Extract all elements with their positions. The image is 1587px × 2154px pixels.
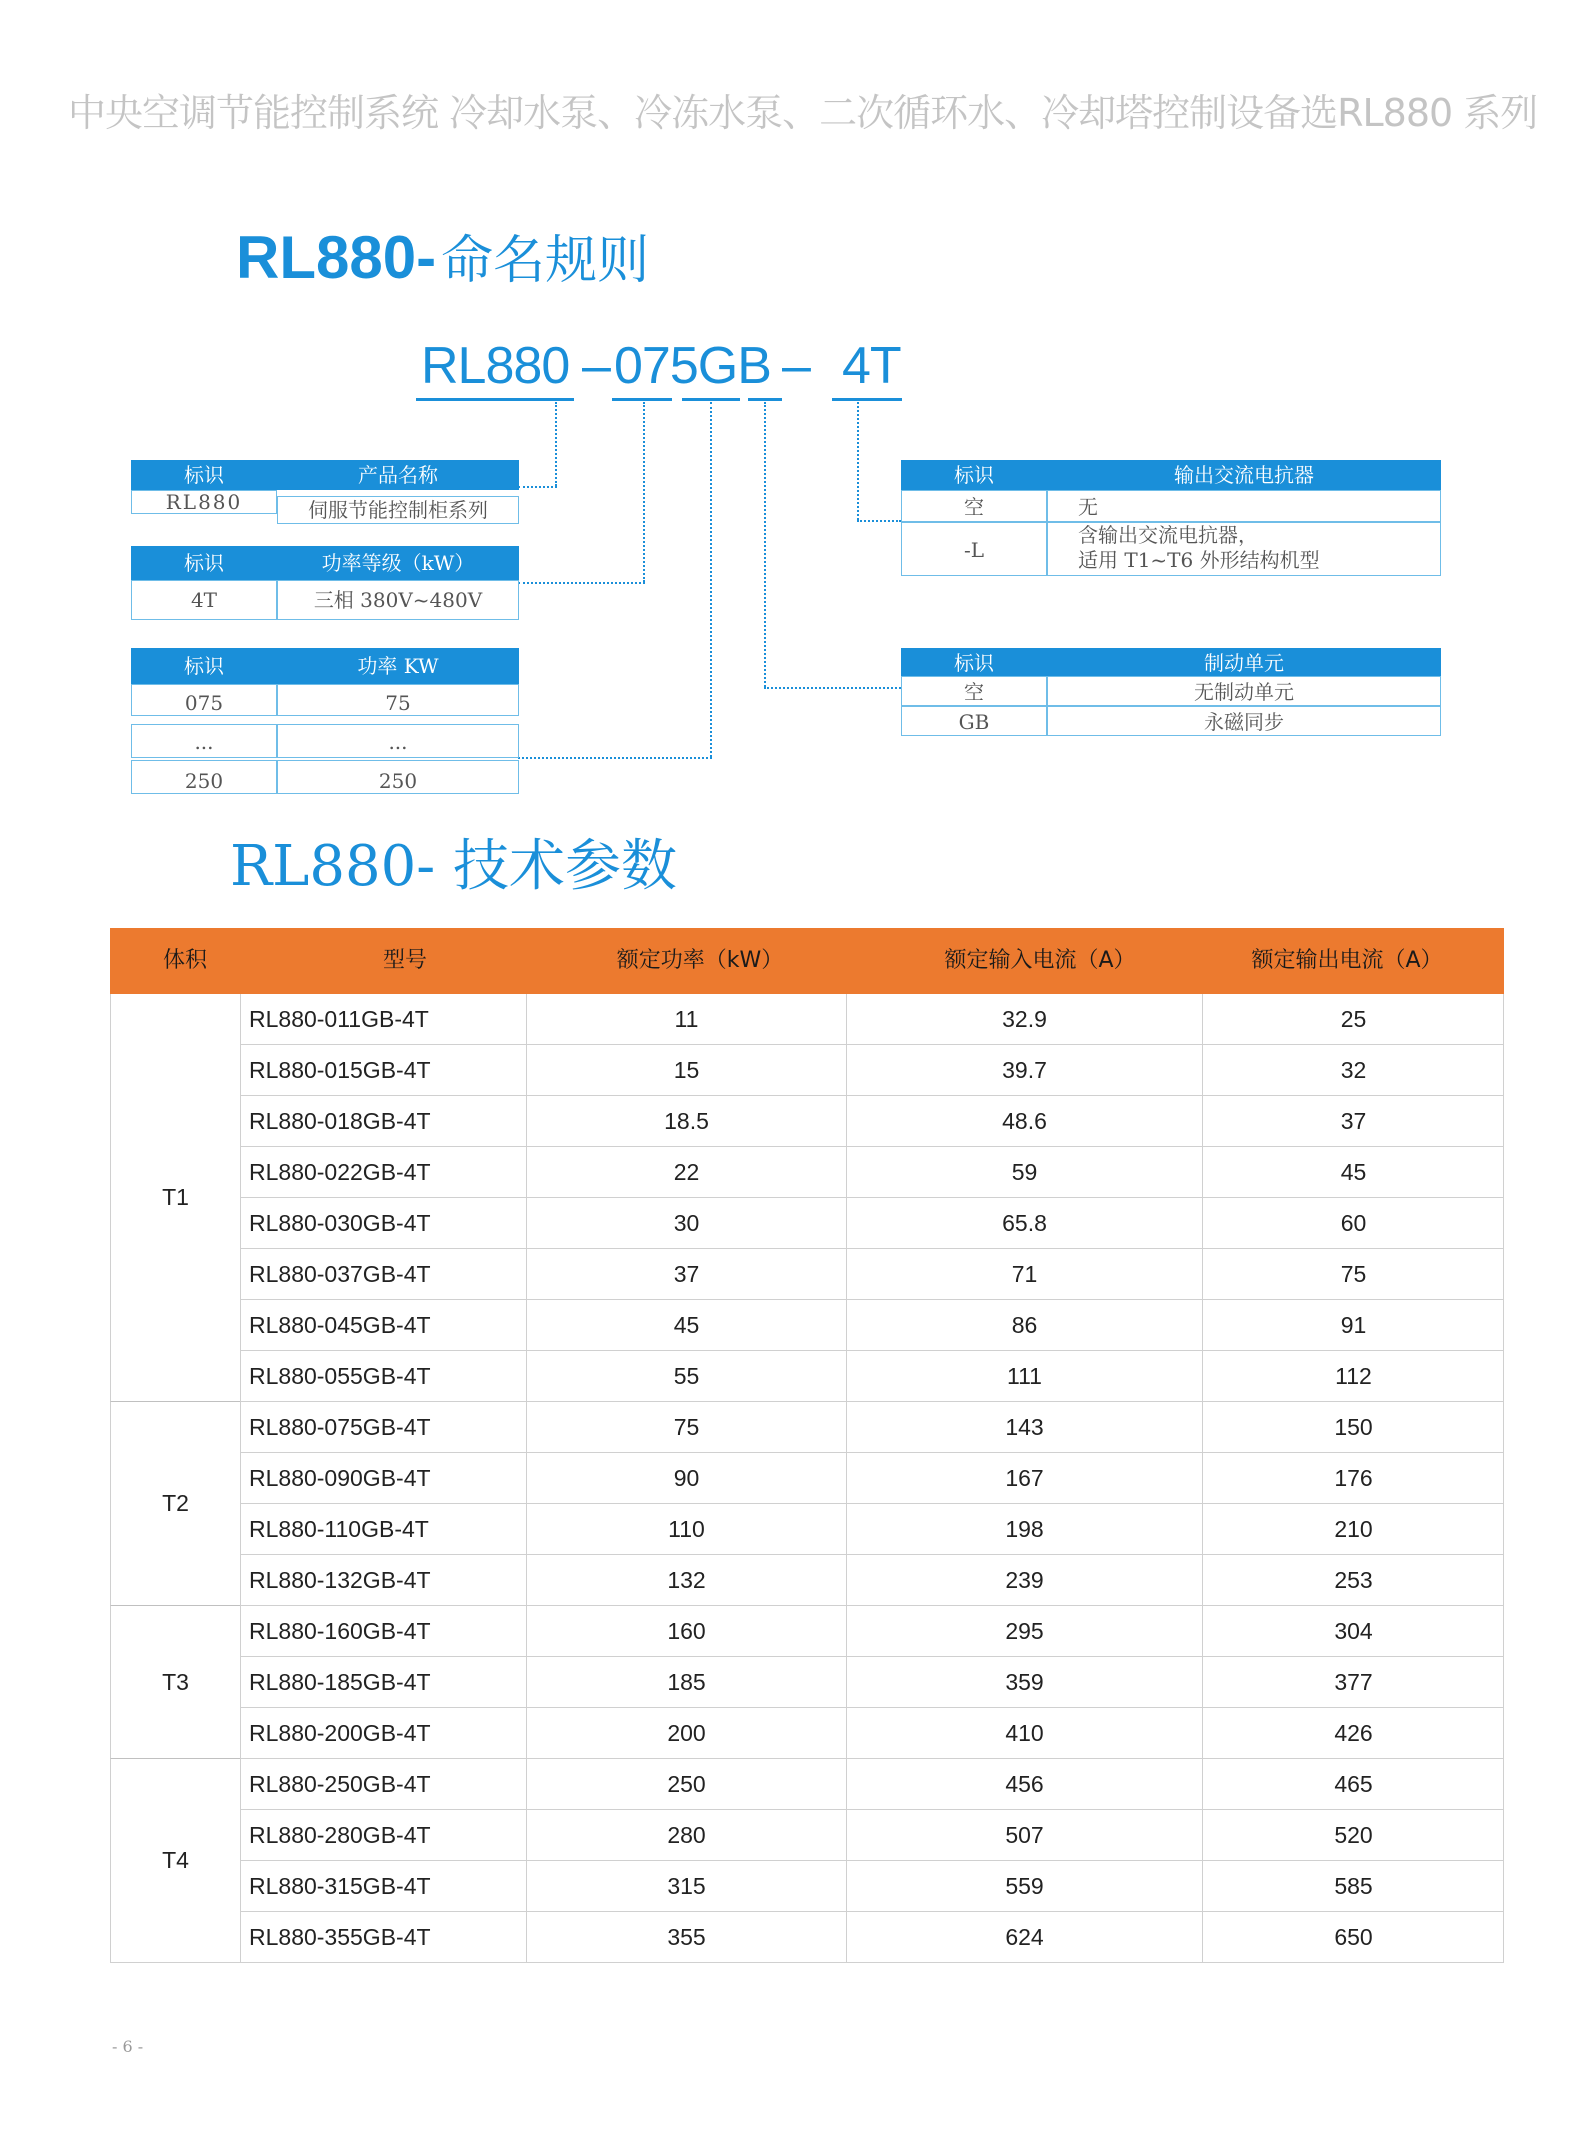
td-input-current: 624	[846, 1912, 1202, 1962]
power-row-id: ...	[131, 724, 277, 758]
td-model: RL880-315GB-4T	[240, 1861, 526, 1911]
td-model: RL880-132GB-4T	[240, 1555, 526, 1605]
connector-voltage-v	[643, 402, 645, 582]
naming-title-suffix: 命名规则	[441, 231, 650, 291]
brake-row-desc: 永磁同步	[1047, 706, 1441, 736]
connector-brake-h	[764, 687, 901, 689]
naming-section-title	[236, 218, 649, 293]
td-output-current: 520	[1202, 1810, 1504, 1860]
td-rated-power: 132	[526, 1555, 846, 1605]
connector-power-h	[518, 757, 712, 759]
code-part-power: 075GB	[614, 337, 771, 395]
connector-brake-v	[764, 402, 766, 687]
table-row	[240, 1198, 1504, 1249]
voltage-row-id: 4T	[131, 580, 277, 620]
table-row	[240, 1453, 1504, 1504]
table-row	[240, 1759, 1504, 1810]
reactor-row-desc: 无	[1047, 490, 1441, 522]
td-rated-power: 15	[526, 1045, 846, 1095]
table-row	[240, 1045, 1504, 1096]
td-output-current: 585	[1202, 1861, 1504, 1911]
table-row	[240, 1708, 1504, 1759]
td-input-current: 295	[846, 1606, 1202, 1656]
td-model: RL880-355GB-4T	[240, 1912, 526, 1962]
td-input-current: 559	[846, 1861, 1202, 1911]
td-rated-power: 160	[526, 1606, 846, 1656]
td-input-current: 65.8	[846, 1198, 1202, 1248]
td-output-current: 210	[1202, 1504, 1504, 1554]
td-rated-power: 90	[526, 1453, 846, 1503]
tech-section-title: RL880- 技术参数	[230, 834, 677, 899]
td-input-current: 59	[846, 1147, 1202, 1197]
reactor-desc-line-2: 适用 T1~T6 外形结构机型	[1078, 548, 1320, 572]
volume-group-cell: T4	[110, 1759, 240, 1963]
code-part-voltage: 4T	[842, 337, 901, 395]
voltage-table-header	[131, 546, 519, 580]
code-part-series: RL880	[421, 337, 570, 395]
table-row	[240, 1096, 1504, 1147]
table-row	[240, 994, 1504, 1045]
reactor-col-desc: 输出交流电抗器	[1174, 463, 1314, 487]
code-underline-series	[416, 398, 574, 401]
reactor-row-id: -L	[901, 522, 1047, 576]
td-output-current: 253	[1202, 1555, 1504, 1605]
td-model: RL880-090GB-4T	[240, 1453, 526, 1503]
td-model: RL880-022GB-4T	[240, 1147, 526, 1197]
naming-title-prefix: RL880-	[236, 224, 437, 291]
td-output-current: 377	[1202, 1657, 1504, 1707]
td-input-current: 39.7	[846, 1045, 1202, 1095]
table-row	[240, 1810, 1504, 1861]
reactor-row-id: 空	[901, 490, 1047, 522]
brake-row-id: 空	[901, 676, 1047, 706]
td-input-current: 143	[846, 1402, 1202, 1452]
td-model: RL880-160GB-4T	[240, 1606, 526, 1656]
td-model: RL880-075GB-4T	[240, 1402, 526, 1452]
td-output-current: 37	[1202, 1096, 1504, 1146]
volume-group-cell: T3	[110, 1606, 240, 1759]
td-output-current: 25	[1202, 994, 1504, 1044]
power-table-header	[131, 648, 519, 684]
connector-series-v	[555, 402, 557, 486]
brake-row-desc: 无制动单元	[1047, 676, 1441, 706]
page-number: - 6 -	[112, 2037, 144, 2056]
td-output-current: 465	[1202, 1759, 1504, 1809]
reactor-row-desc	[1047, 522, 1441, 576]
td-input-current: 167	[846, 1453, 1202, 1503]
td-input-current: 86	[846, 1300, 1202, 1350]
reactor-table-header	[901, 460, 1441, 490]
td-rated-power: 22	[526, 1147, 846, 1197]
volume-group-cell: T1	[110, 994, 240, 1402]
table-row	[240, 1657, 1504, 1708]
product-col-id: 标识	[184, 463, 224, 487]
tech-table-header	[110, 928, 1504, 994]
td-model: RL880-280GB-4T	[240, 1810, 526, 1860]
td-output-current: 304	[1202, 1606, 1504, 1656]
code-underline-voltage	[832, 398, 902, 401]
td-rated-power: 185	[526, 1657, 846, 1707]
connector-voltage-h	[518, 582, 645, 584]
brake-col-id: 标识	[954, 651, 994, 675]
brake-unit-table	[901, 648, 1441, 738]
table-row	[240, 1147, 1504, 1198]
td-output-current: 60	[1202, 1198, 1504, 1248]
td-rated-power: 18.5	[526, 1096, 846, 1146]
td-rated-power: 200	[526, 1708, 846, 1758]
table-row	[240, 1249, 1504, 1300]
brake-row-id: GB	[901, 706, 1047, 736]
td-input-current: 111	[846, 1351, 1202, 1401]
page-header-title: 中央空调节能控制系统 冷却水泵、冷冻水泵、二次循环水、冷却塔控制设备选RL880 系列	[68, 91, 1538, 135]
table-row	[240, 1402, 1504, 1453]
td-input-current: 71	[846, 1249, 1202, 1299]
table-row	[240, 1861, 1504, 1912]
th-rated-power: 额定功率（kW）	[616, 948, 784, 973]
td-rated-power: 110	[526, 1504, 846, 1554]
connector-reactor-h	[857, 520, 901, 522]
power-col-kw: 功率 KW	[357, 654, 439, 678]
td-rated-power: 355	[526, 1912, 846, 1962]
power-col-id: 标识	[184, 654, 224, 678]
td-output-current: 426	[1202, 1708, 1504, 1758]
td-rated-power: 315	[526, 1861, 846, 1911]
td-model: RL880-018GB-4T	[240, 1096, 526, 1146]
td-output-current: 650	[1202, 1912, 1504, 1962]
td-output-current: 75	[1202, 1249, 1504, 1299]
voltage-row-desc: 三相 380V~480V	[277, 580, 519, 620]
th-volume: 体积	[162, 948, 207, 973]
td-model: RL880-037GB-4T	[240, 1249, 526, 1299]
td-model: RL880-055GB-4T	[240, 1351, 526, 1401]
td-model: RL880-045GB-4T	[240, 1300, 526, 1350]
td-rated-power: 37	[526, 1249, 846, 1299]
product-col-name: 产品名称	[358, 463, 438, 487]
connector-series-h	[518, 486, 557, 488]
td-rated-power: 30	[526, 1198, 846, 1248]
td-input-current: 48.6	[846, 1096, 1202, 1146]
connector-reactor-v	[857, 402, 859, 520]
td-model: RL880-185GB-4T	[240, 1657, 526, 1707]
td-input-current: 198	[846, 1504, 1202, 1554]
td-model: RL880-030GB-4T	[240, 1198, 526, 1248]
power-row-id: 075	[131, 684, 277, 716]
td-model: RL880-015GB-4T	[240, 1045, 526, 1095]
table-row	[240, 1555, 1504, 1606]
power-row-id: 250	[131, 760, 277, 794]
power-row-kw: 250	[277, 760, 519, 794]
td-input-current: 359	[846, 1657, 1202, 1707]
td-model: RL880-250GB-4T	[240, 1759, 526, 1809]
th-output-current: 额定输出电流（A）	[1251, 948, 1443, 973]
code-underline-brake	[682, 398, 740, 401]
td-rated-power: 11	[526, 994, 846, 1044]
reactor-col-id: 标识	[954, 463, 994, 487]
td-rated-power: 45	[526, 1300, 846, 1350]
volume-group-cell: T2	[110, 1402, 240, 1606]
td-model: RL880-200GB-4T	[240, 1708, 526, 1758]
power-row-kw: 75	[277, 684, 519, 716]
table-row	[240, 1912, 1504, 1963]
td-output-current: 150	[1202, 1402, 1504, 1452]
code-dash-2: –	[782, 337, 810, 395]
td-output-current: 176	[1202, 1453, 1504, 1503]
td-rated-power: 250	[526, 1759, 846, 1809]
td-rated-power: 75	[526, 1402, 846, 1452]
td-output-current: 112	[1202, 1351, 1504, 1401]
product-row-name: 伺服节能控制柜系列	[277, 496, 519, 524]
power-row-kw: ...	[277, 724, 519, 758]
td-output-current: 32	[1202, 1045, 1504, 1095]
th-input-current: 额定输入电流（A）	[944, 948, 1136, 973]
product-name-table	[131, 460, 519, 524]
brake-table-header	[901, 648, 1441, 676]
code-underline-power	[612, 398, 672, 401]
code-dash-1: –	[582, 337, 610, 395]
td-model: RL880-110GB-4T	[240, 1504, 526, 1554]
td-input-current: 507	[846, 1810, 1202, 1860]
reactor-desc-line-1: 含输出交流电抗器，	[1078, 523, 1258, 547]
td-output-current: 45	[1202, 1147, 1504, 1197]
product-row-id: RL880	[131, 490, 277, 514]
voltage-table	[131, 546, 519, 622]
table-row	[240, 1504, 1504, 1555]
td-input-current: 239	[846, 1555, 1202, 1605]
td-input-current: 32.9	[846, 994, 1202, 1044]
td-output-current: 91	[1202, 1300, 1504, 1350]
output-reactor-table	[901, 460, 1441, 576]
table-row	[240, 1351, 1504, 1402]
power-table	[131, 648, 519, 794]
td-model: RL880-011GB-4T	[240, 994, 526, 1044]
code-underline-reactor	[748, 398, 782, 401]
brake-col-desc: 制动单元	[1204, 651, 1284, 675]
voltage-col-id: 标识	[184, 551, 224, 575]
td-input-current: 410	[846, 1708, 1202, 1758]
table-row	[240, 1606, 1504, 1657]
table-row	[240, 1300, 1504, 1351]
connector-power-v	[710, 402, 712, 757]
td-rated-power: 280	[526, 1810, 846, 1860]
td-input-current: 456	[846, 1759, 1202, 1809]
th-model: 型号	[382, 948, 427, 973]
td-rated-power: 55	[526, 1351, 846, 1401]
voltage-col-desc: 功率等级（kW）	[321, 551, 475, 575]
product-table-header	[131, 460, 519, 490]
